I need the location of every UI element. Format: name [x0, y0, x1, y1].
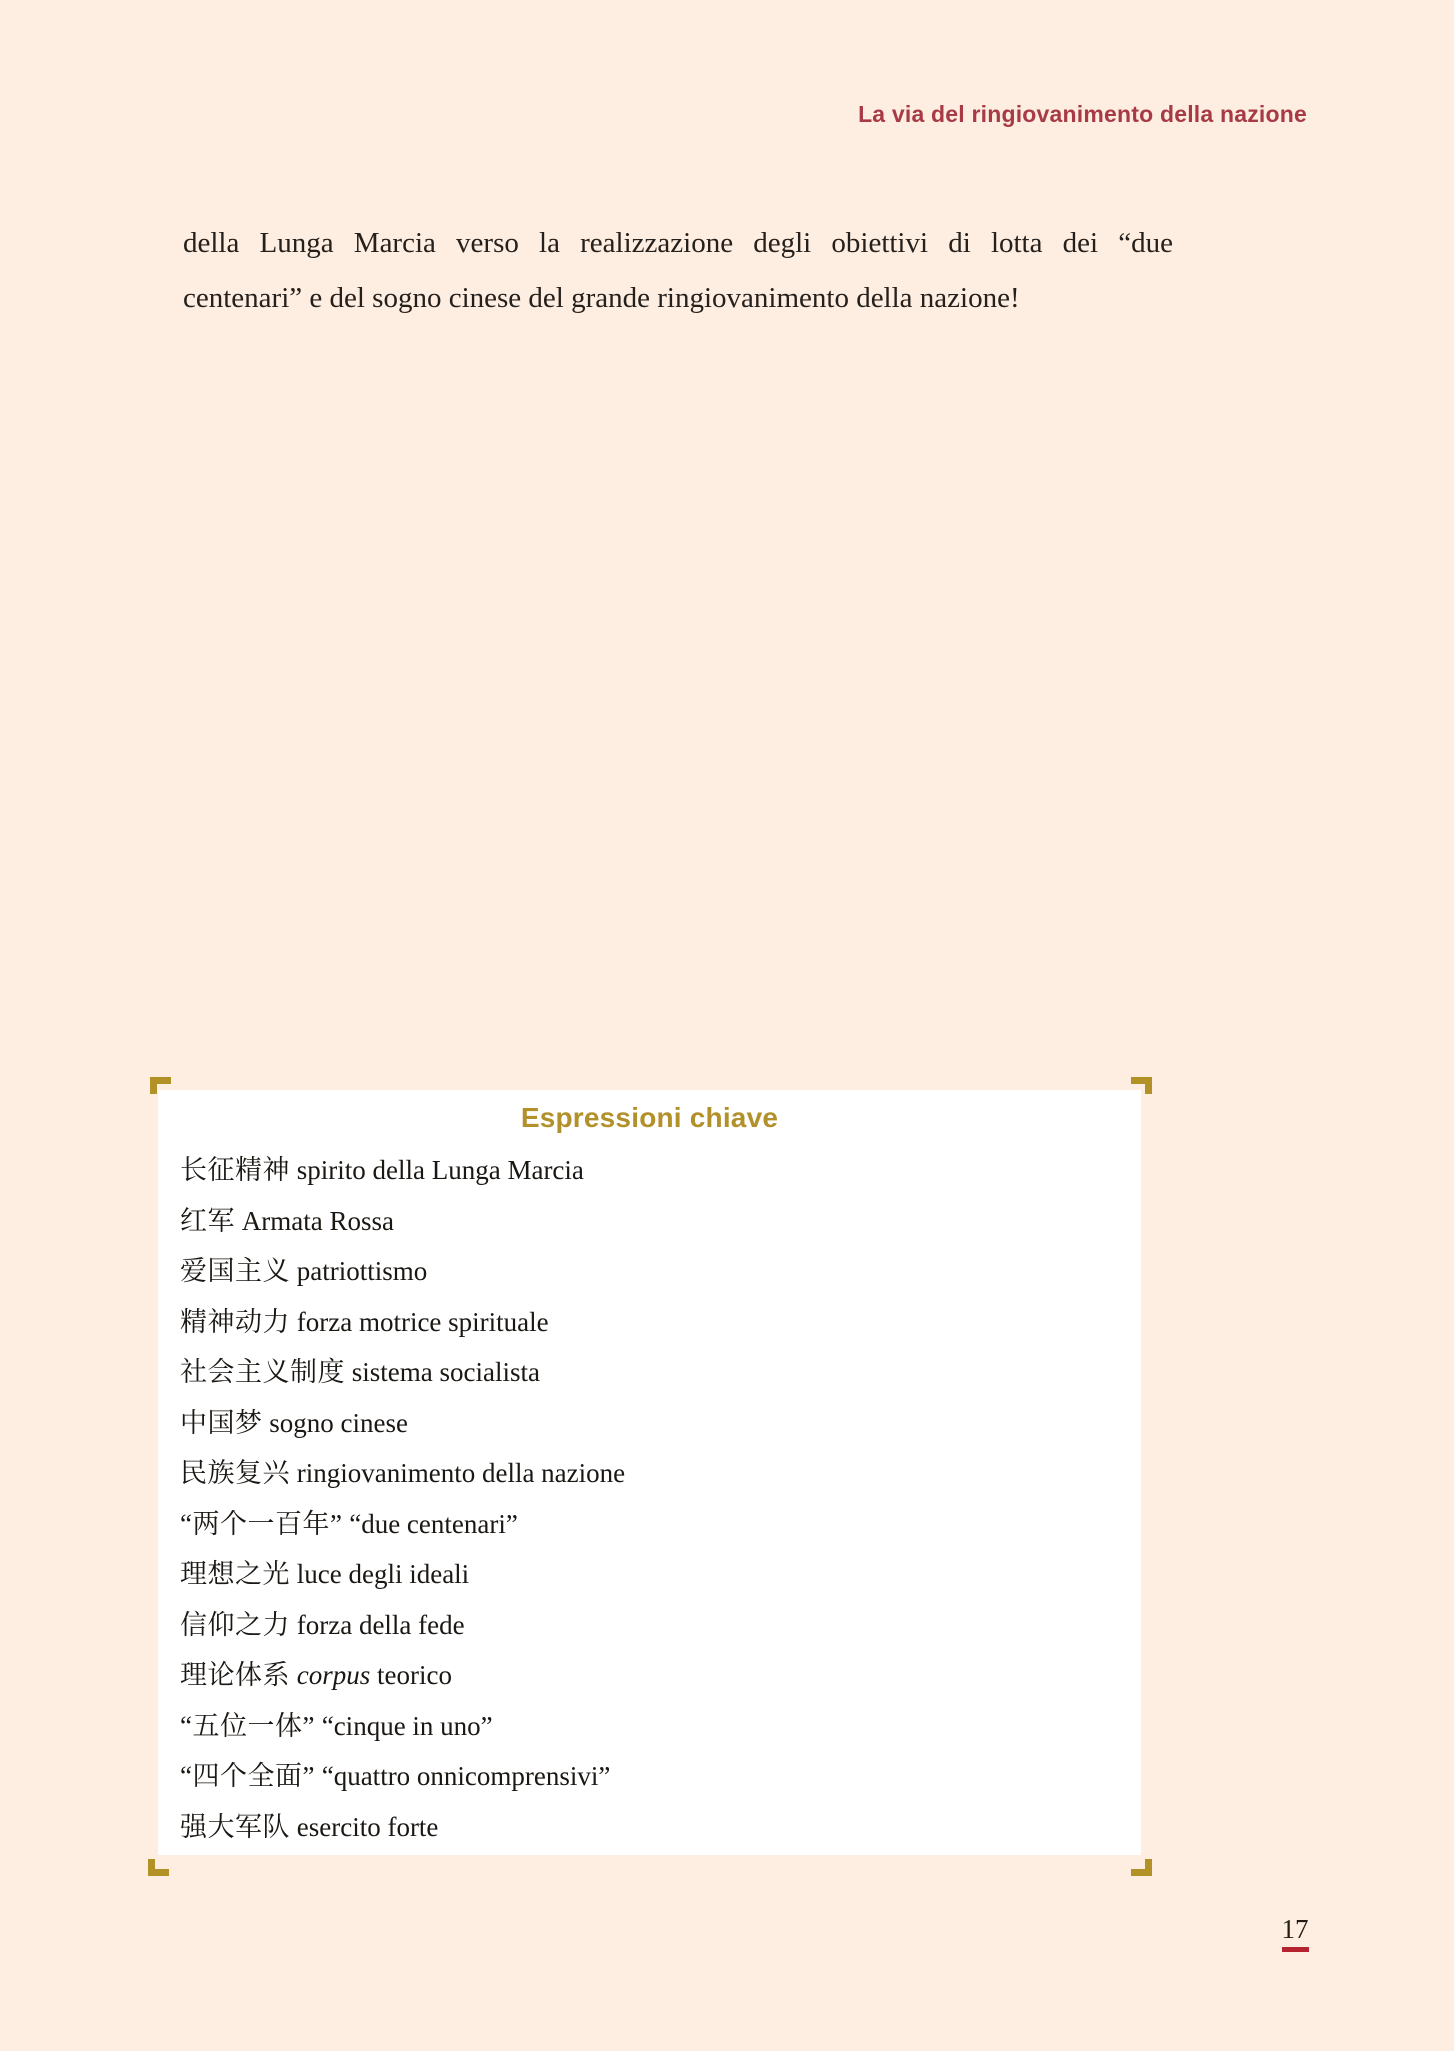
chinese-term: 信仰之力 — [180, 1609, 290, 1640]
chinese-term: 红军 — [180, 1205, 235, 1236]
key-expression-item — [180, 1600, 1123, 1651]
italian-translation: “quattro onnicomprensivi” — [321, 1761, 611, 1791]
key-expression-item — [180, 1701, 1123, 1752]
key-expression-item — [180, 1347, 1123, 1398]
chinese-term: “四个全面” — [180, 1761, 315, 1791]
chinese-term: 爱国主义 — [180, 1256, 290, 1286]
key-expression-item — [180, 1196, 1123, 1247]
italian-translation: Armata Rossa — [241, 1205, 394, 1236]
chinese-term: 中国梦 — [180, 1407, 263, 1438]
italian-translation: patriottismo — [296, 1256, 428, 1286]
key-expression-item — [180, 1246, 1123, 1297]
italian-translation: ringiovanimento della nazione — [296, 1458, 626, 1488]
italian-translation: sogno cinese — [269, 1407, 408, 1438]
chinese-term: 民族复兴 — [180, 1458, 290, 1488]
chinese-term: 精神动力 — [180, 1306, 290, 1337]
corner-bracket-top-left-icon — [150, 1077, 171, 1094]
italian-translation: corpus teorico — [296, 1660, 452, 1690]
key-expressions-box — [158, 1090, 1141, 1855]
chinese-term: 理论体系 — [180, 1660, 290, 1690]
key-expression-item — [180, 1448, 1123, 1499]
corner-bracket-bottom-right-icon — [1131, 1859, 1152, 1876]
body-paragraph — [183, 216, 1173, 326]
body-paragraph-line: centenari” e del sogno cinese del grande ringiovanimento della nazione! — [183, 282, 1020, 314]
italian-translation: luce degli ideali — [296, 1559, 470, 1589]
keybox-title: Espressioni chiave — [520, 1102, 779, 1133]
corner-bracket-top-right-icon — [1131, 1077, 1152, 1094]
chinese-term: “五位一体” — [180, 1710, 315, 1741]
page-number-underline — [1282, 1947, 1309, 1952]
chinese-term: 强大军队 — [180, 1811, 290, 1842]
italian-translation: spirito della Lunga Marcia — [296, 1155, 584, 1185]
key-expression-item — [180, 1802, 1123, 1853]
chinese-term: 长征精神 — [180, 1155, 290, 1185]
key-expressions-list — [180, 1145, 1123, 1852]
key-expression-item — [180, 1398, 1123, 1449]
page-number-value: 17 — [1281, 1914, 1309, 1944]
italian-translation: “cinque in uno” — [321, 1710, 493, 1741]
italian-translation: esercito forte — [296, 1811, 439, 1842]
key-expression-item — [180, 1650, 1123, 1701]
key-expression-item — [180, 1145, 1123, 1196]
chinese-term: 理想之光 — [180, 1559, 290, 1589]
italian-translation: sistema socialista — [351, 1357, 540, 1387]
key-expression-item — [180, 1549, 1123, 1600]
body-paragraph-line: della Lunga Marcia verso la realizzazione degli obiettivi di lotta dei “due — [183, 227, 1173, 259]
chinese-term: 社会主义制度 — [180, 1357, 345, 1387]
key-expression-item — [180, 1751, 1123, 1802]
key-expression-item — [180, 1297, 1123, 1348]
running-header: La via del ringiovanimento della nazione — [858, 101, 1307, 127]
corner-bracket-bottom-left-icon — [148, 1859, 169, 1876]
italian-translation: forza motrice spirituale — [296, 1306, 549, 1337]
italian-translation: “due centenari” — [349, 1508, 518, 1539]
chinese-term: “两个一百年” — [180, 1508, 343, 1539]
italian-translation: forza della fede — [296, 1609, 465, 1640]
key-expression-item — [180, 1499, 1123, 1550]
page-number — [1279, 1914, 1311, 1952]
